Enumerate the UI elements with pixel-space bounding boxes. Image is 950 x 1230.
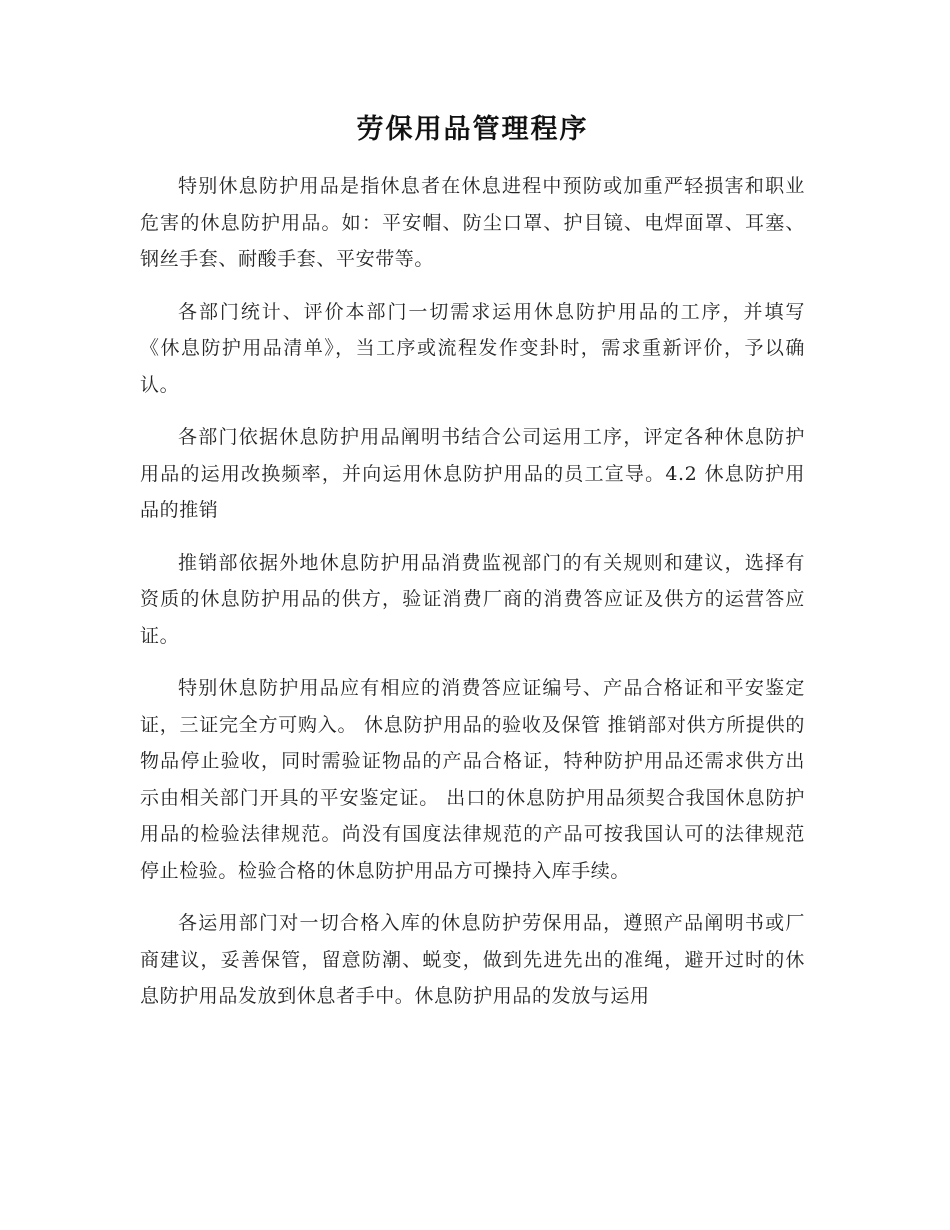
paragraph-4: 推销部依据外地休息防护用品消费监视部门的有关规则和建议，选择有资质的休息防护用品的供方，验证消费厂商的消费答应证及供方的运营答应证。 bbox=[140, 551, 805, 647]
paragraph-2: 各部门统计、评价本部门一切需求运用休息防护用品的工序，并填写《休息防护用品清单》，当工序或流程发作变卦时，需求重新评价，予以确认。 bbox=[140, 300, 805, 396]
paragraph-5: 特别休息防护用品应有相应的消费答应证编号、产品合格证和平安鉴定证，三证完全方可购入。 休息防护用品的验收及保管 推销部对供方所提供的物品停止验收，同时需验证物品的产品合格证，特种防护用品还需求供方出示由相关部门开具的平安鉴定证。 出口的休息防护用品须契合我国休息防护用品的检验法律规范。尚没有国度法律规范的产品可按我国认可的法律规范停止检验。检验合格的休息防护用品方可操持入库手续。 bbox=[140, 677, 805, 882]
paragraph-1: 特别休息防护用品是指休息者在休息进程中预防或加重严轻损害和职业危害的休息防护用品。如：平安帽、防尘口罩、护目镜、电焊面罩、耳塞、钢丝手套、耐酸手套、平安带等。 bbox=[140, 175, 805, 270]
paragraph-3: 各部门依据休息防护用品阐明书结合公司运用工序，评定各种休息防护用品的运用改换频率，并向运用休息防护用品的员工宣导。4.2 休息防护用品的推销 bbox=[140, 426, 805, 521]
paragraph-6: 各运用部门对一切合格入库的休息防护劳保用品，遵照产品阐明书或厂商建议，妥善保管，留意防潮、蜕变，做到先进先出的准绳，避开过时的休息防护用品发放到休息者手中。休息防护用品的发放与运用 bbox=[140, 912, 805, 1007]
document-title: 劳保用品管理程序 bbox=[356, 114, 589, 145]
document-page bbox=[140, 110, 805, 1031]
